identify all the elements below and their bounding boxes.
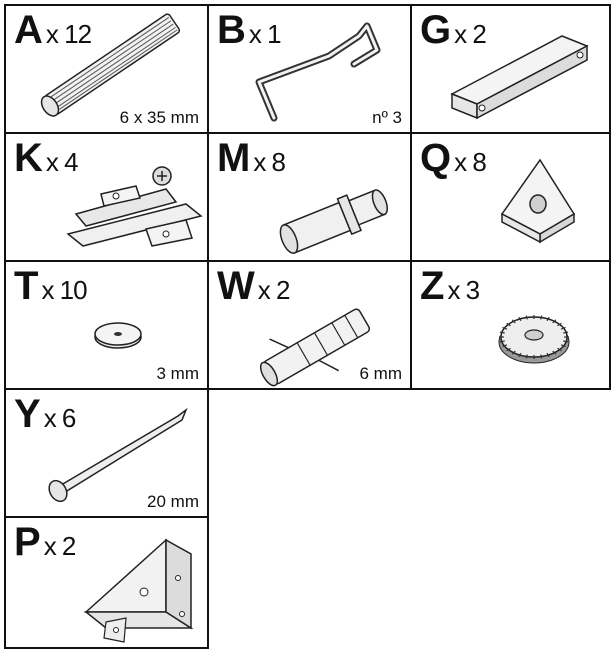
part-size-note: 20 mm [147, 492, 199, 511]
part-cell-k [4, 132, 209, 262]
part-cell-g [410, 4, 611, 134]
part-quantity: x 6 [43, 403, 76, 433]
part-letter: Ax 12 [14, 8, 92, 52]
part-cell-p [4, 516, 209, 649]
part-size-note: nº 3 [372, 108, 402, 127]
part-letter: Gx 2 [420, 8, 486, 52]
part-letter: Px 2 [14, 520, 76, 564]
part-cell-a [4, 4, 209, 134]
part-size-note: 6 mm [359, 364, 402, 383]
part-cell-q [410, 132, 611, 262]
part-quantity: x 2 [43, 531, 76, 561]
part-quantity: x 1 [248, 19, 281, 49]
part-quantity: x 2 [454, 19, 486, 49]
part-letter: Bx 1 [217, 8, 281, 52]
part-size-note: 3 mm [156, 364, 199, 383]
part-quantity: x 4 [45, 147, 78, 177]
part-letter: Tx 10 [14, 264, 87, 308]
part-letter: Zx 3 [420, 264, 480, 308]
part-letter: Yx 6 [14, 392, 76, 436]
part-cell-y [4, 388, 209, 518]
part-quantity: x 8 [253, 147, 286, 177]
part-cell-w [207, 260, 412, 390]
part-letter: Kx 4 [14, 136, 78, 180]
part-letter: Wx 2 [217, 264, 290, 308]
part-quantity: x 3 [447, 275, 480, 305]
part-cell-z [410, 260, 611, 390]
part-quantity: x 10 [41, 275, 87, 305]
part-letter: Mx 8 [217, 136, 286, 180]
part-cell-b [207, 4, 412, 134]
part-quantity: x 2 [257, 275, 290, 305]
part-quantity: x 12 [45, 19, 92, 49]
part-size-note: 6 x 35 mm [119, 108, 199, 127]
part-quantity: x 8 [454, 147, 486, 177]
part-cell-m [207, 132, 412, 262]
part-cell-t [4, 260, 209, 390]
part-letter: Qx 8 [420, 136, 486, 180]
